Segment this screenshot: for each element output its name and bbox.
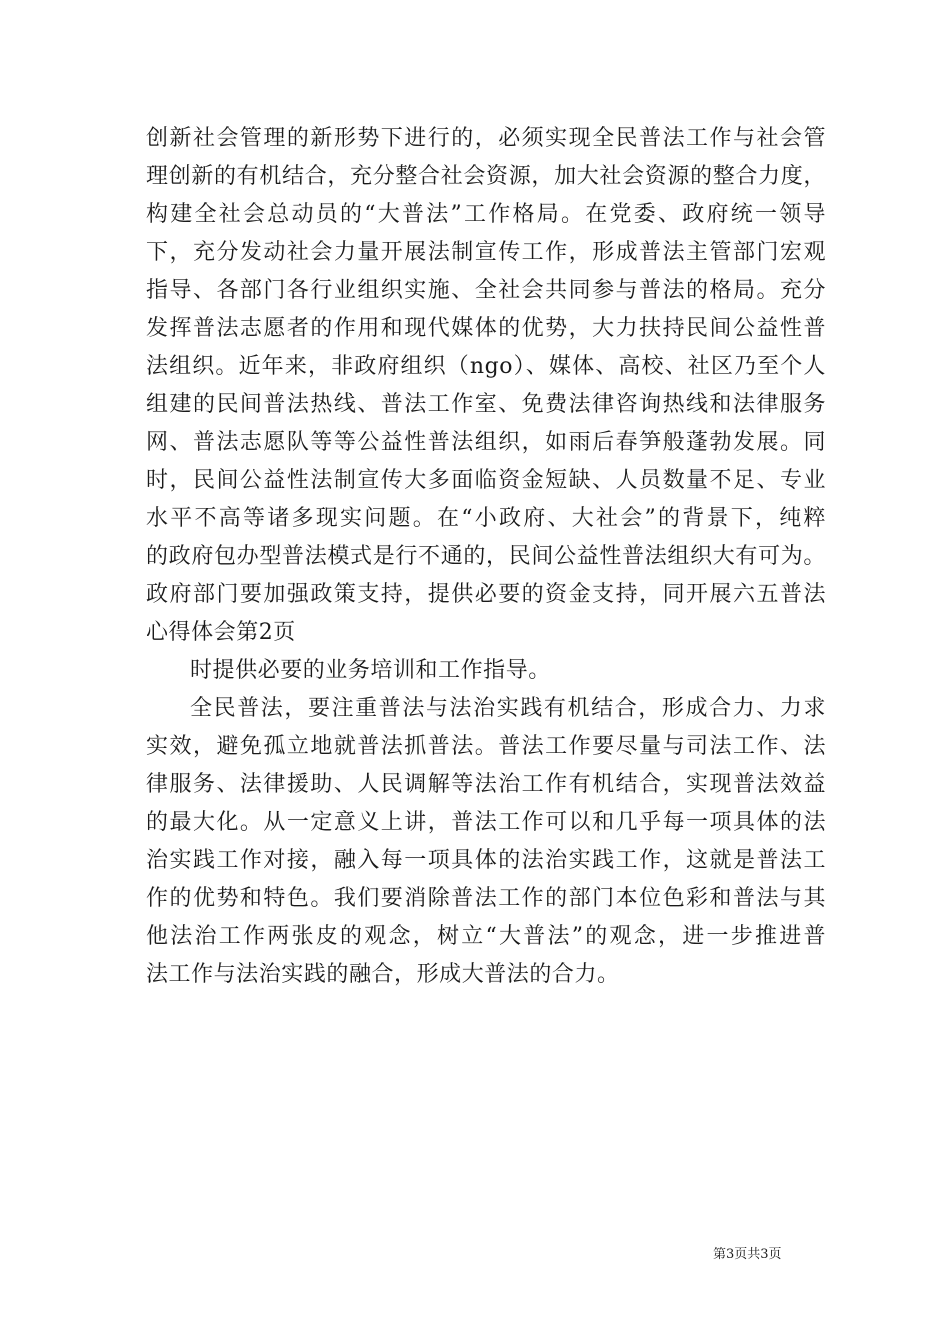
text-line: 治实践工作对接，融入每一项具体的法治实践工作，这就是普法工 (146, 848, 826, 873)
text-line: 理创新的有机结合，充分整合社会资源，加大社会资源的整合力度， (146, 164, 826, 189)
page-number: 第3页共3页 (713, 1247, 782, 1262)
text-line: 水平不高等诸多现实问题。在“小政府、大社会”的背景下，纯粹 (146, 506, 826, 531)
text-line: 时提供必要的业务培训和工作指导。 (190, 658, 551, 683)
text-line: 创新社会管理的新形势下进行的，必须实现全民普法工作与社会管 (146, 126, 826, 151)
text-line: 发挥普法志愿者的作用和现代媒体的优势，大力扶持民间公益性普 (146, 316, 826, 341)
text-line: 下，充分发动社会力量开展法制宣传工作，形成普法主管部门宏观 (146, 240, 826, 265)
text-line: 实效，避免孤立地就普法抓普法。普法工作要尽量与司法工作、法 (146, 734, 826, 759)
text-line: 作的优势和特色。我们要消除普法工作的部门本位色彩和普法与其 (146, 886, 826, 911)
text-line: 法工作与法治实践的融合，形成大普法的合力。 (146, 962, 620, 987)
text-line: 时，民间公益性法制宣传大多面临资金短缺、人员数量不足、专业 (146, 468, 826, 493)
text-line: 的政府包办型普法模式是行不通的，民间公益性普法组织大有可为。 (146, 544, 826, 569)
text-line: 构建全社会总动员的“大普法”工作格局。在党委、政府统一领导 (146, 202, 826, 227)
text-line: 政府部门要加强政策支持，提供必要的资金支持，同开展六五普法 (146, 582, 826, 607)
text-line: 指导、各部门各行业组织实施、全社会共同参与普法的格局。充分 (146, 278, 826, 303)
document-body (146, 120, 826, 994)
text-line: 心得体会第2页 (146, 620, 296, 645)
text-line: 律服务、法律援助、人民调解等法治工作有机结合，实现普法效益 (146, 772, 826, 797)
text-line: 他法治工作两张皮的观念，树立“大普法”的观念，进一步推进普 (146, 924, 826, 949)
paragraph-first-line: 全民普法，要注重普法与法治实践有机结合，形成合力、力求 (190, 696, 826, 721)
text-line: 网、普法志愿队等等公益性普法组织，如雨后春笋般蓬勃发展。同 (146, 430, 826, 455)
text-line: 法组织。近年来，非政府组织（ngo）、媒体、高校、社区乃至个人 (146, 354, 826, 379)
text-line: 组建的民间普法热线、普法工作室、免费法律咨询热线和法律服务 (146, 392, 826, 417)
text-line: 的最大化。从一定意义上讲，普法工作可以和几乎每一项具体的法 (146, 810, 826, 835)
